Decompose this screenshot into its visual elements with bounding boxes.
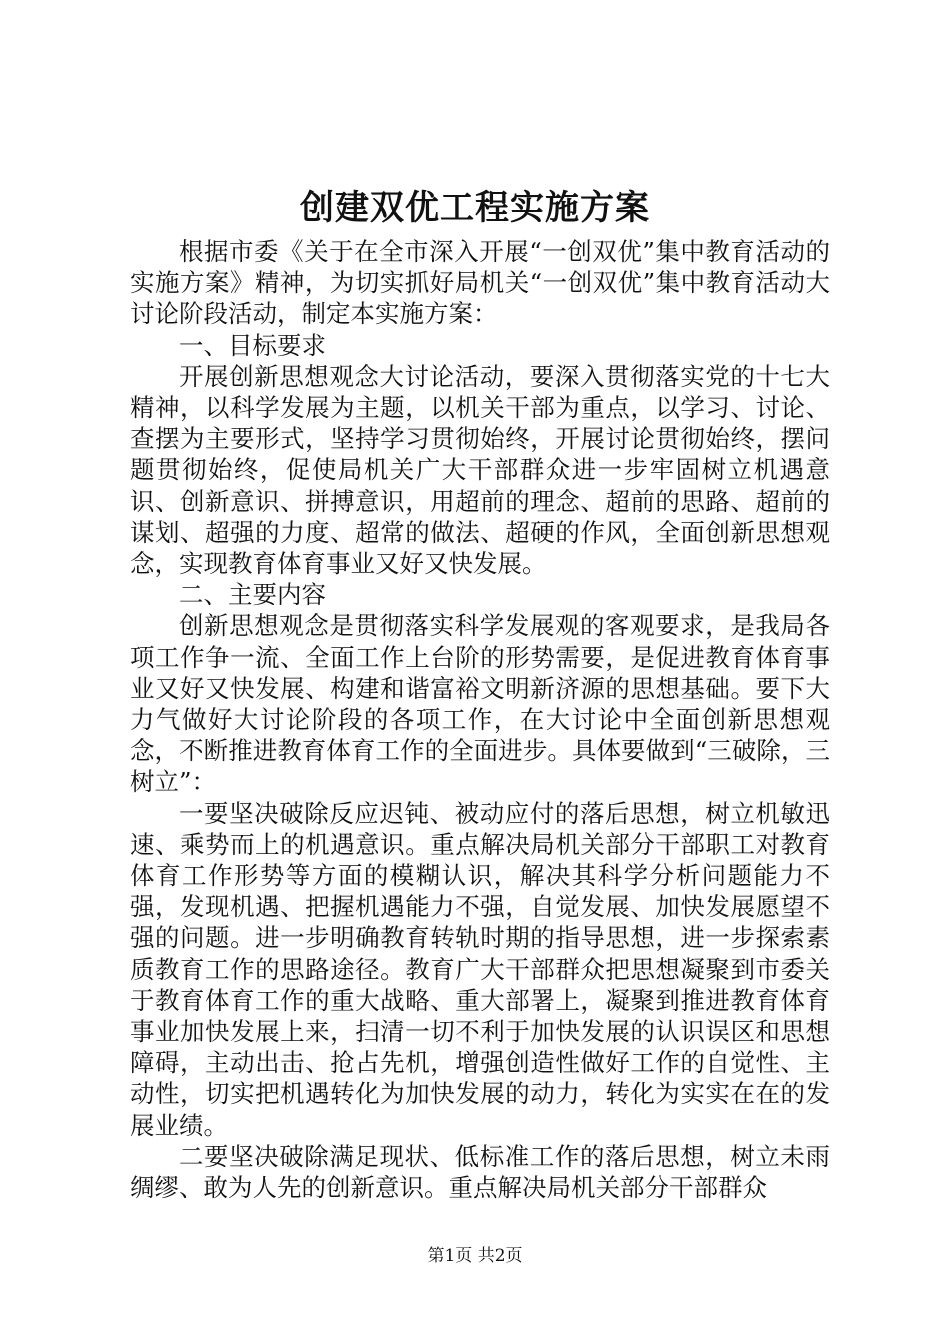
document-body xyxy=(130,236,830,1203)
point-one-paragraph: 一要坚决破除反应迟钝、被动应付的落后思想，树立机敏迅速、乘势而上的机遇意识。重点解决局机关部分干部职工对教育体育工作形势等方面的模糊认识，解决其科学分析问题能力不强，发现机遇、把握机遇能力不强，自觉发展、加快发展愿望不强的问题。进一步明确教育转轨时期的指导思想，进一步探索素质教育工作的思路途径。教育广大干部群众把思想凝聚到市委关于教育体育工作的重大战略、重大部署上，凝聚到推进教育体育事业加快发展上来，扫清一切不利于加快发展的认识误区和思想障碍，主动出击、抢占先机，增强创造性做好工作的自觉性、主动性，切实把机遇转化为加快发展的动力，转化为实实在在的发展业绩。 xyxy=(130,798,830,1140)
page-title: 创建双优工程实施方案 xyxy=(300,188,650,228)
section-heading-content: 二、主要内容 xyxy=(179,580,326,610)
intro-paragraph: 根据市委《关于在全市深入开展“一创双优”集中教育活动的实施方案》精神，为切实抓好局机关“一创双优”集中教育活动大讨论阶段活动，制定本实施方案： xyxy=(130,237,830,329)
section-heading-goals: 一、目标要求 xyxy=(179,330,326,360)
point-two-paragraph: 二要坚决破除满足现状、低标准工作的落后思想，树立未雨绸缪、敢为人先的创新意识。重点解决局机关部分干部群众 xyxy=(130,1141,830,1203)
content-paragraph: 创新思想观念是贯彻落实科学发展观的客观要求，是我局各项工作争一流、全面工作上台阶的形势需要，是促进教育体育事业又好又快发展、构建和谐富裕文明新济源的思想基础。要下大力气做好大讨论阶段的各项工作，在大讨论中全面创新思想观念，不断推进教育体育工作的全面进步。具体要做到“三破除，三树立”： xyxy=(130,611,830,797)
goals-paragraph: 开展创新思想观念大讨论活动，要深入贯彻落实党的十七大精神，以科学发展为主题，以机关干部为重点，以学习、讨论、查摆为主要形式，坚持学习贯彻始终，开展讨论贯彻始终，摆问题贯彻始终，促使局机关广大干部群众进一步牢固树立机遇意识、创新意识、拼搏意识，用超前的理念、超前的思路、超前的谋划、超强的力度、超常的做法、超硬的作风，全面创新思想观念，实现教育体育事业又好又快发展。 xyxy=(130,361,830,579)
page-number-footer: 第1页 共2页 xyxy=(427,1246,523,1266)
